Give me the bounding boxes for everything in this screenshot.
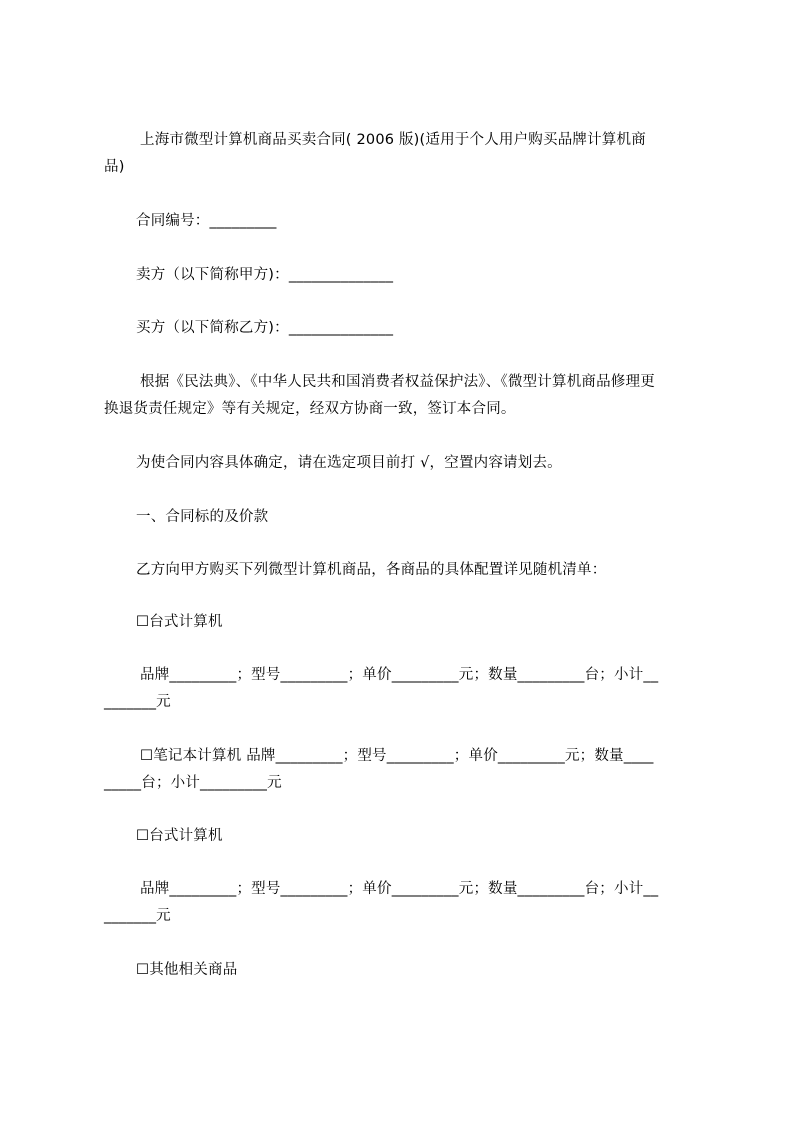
item-3-title: ☐台式计算机	[136, 828, 223, 844]
item-4-title: ☐其他相关商品	[136, 962, 238, 978]
contract-title-line-1: 上海市微型计算机商品买卖合同( 2006 版)(适用于个人用户购买品牌计算机商	[140, 132, 646, 148]
item-1-detail-line-1: 品牌_________；型号_________；单价_________元；数量_________台；小计__	[140, 667, 659, 683]
item-3-detail-line-2: _______元	[104, 908, 171, 924]
legal-basis-line-1: 根据《民法典》、《中华人民共和国消费者权益保护法》、《微型计算机商品修理更	[140, 374, 655, 390]
legal-basis-line-2: 换退货责任规定》等有关规定，经双方协商一致，签订本合同。	[104, 401, 516, 417]
contract-title-line-2: 品)	[104, 159, 125, 175]
section-1-intro: 乙方向甲方购买下列微型计算机商品，各商品的具体配置详见随机清单：	[136, 562, 607, 578]
item-1-detail-line-2: _______元	[104, 694, 171, 710]
item-2-line-1: ☐笔记本计算机 品牌_________；型号_________；单价_________元；数量____	[140, 748, 654, 764]
instruction-line: 为使合同内容具体确定，请在选定项目前打 √，空置内容请划去。	[136, 455, 562, 471]
contract-number: 合同编号：_________	[136, 213, 277, 229]
item-1-title: ☐台式计算机	[136, 614, 223, 630]
seller-line: 卖方（以下简称甲方)：______________	[136, 267, 394, 283]
item-2-line-2: _____台；小计_________元	[104, 775, 282, 791]
buyer-line: 买方（以下简称乙方)：______________	[136, 320, 394, 336]
item-3-detail-line-1: 品牌_________；型号_________；单价_________元；数量_________台；小计__	[140, 881, 659, 897]
section-1-heading: 一、合同标的及价款	[136, 509, 269, 525]
